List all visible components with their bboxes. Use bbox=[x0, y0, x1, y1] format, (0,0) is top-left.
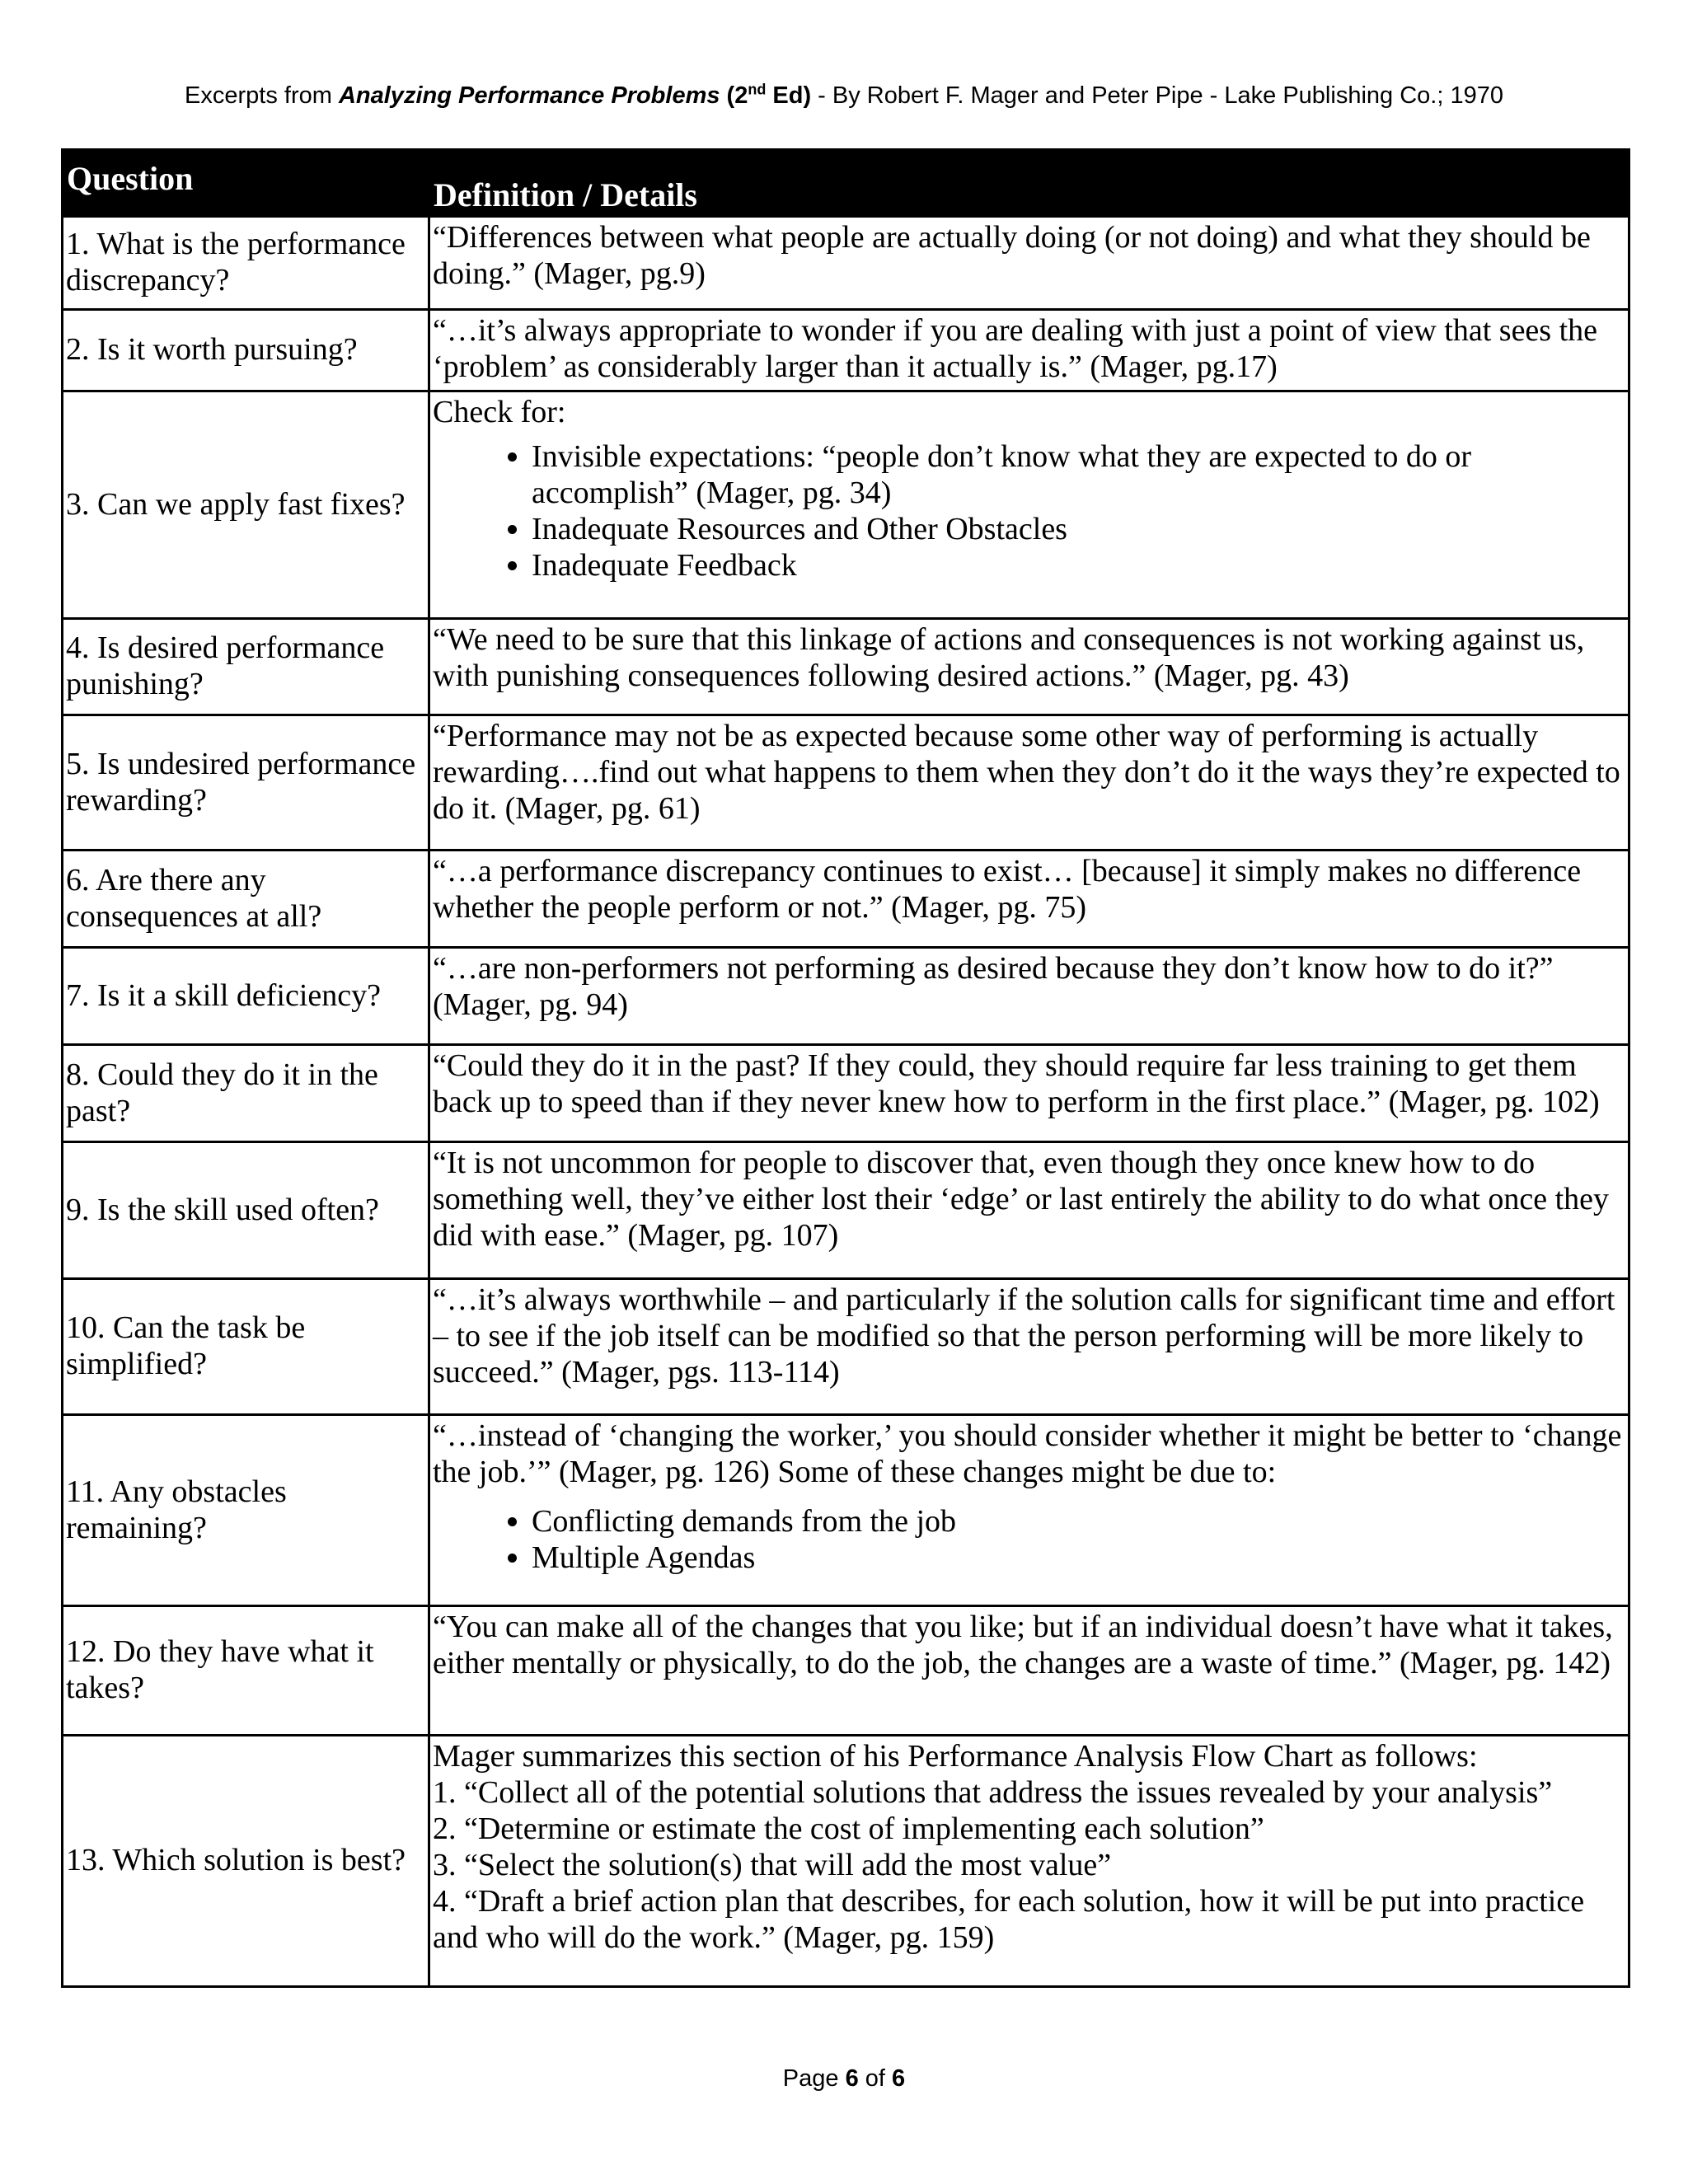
table-row bbox=[63, 1045, 1629, 1142]
current-page-number: 6 bbox=[845, 2065, 859, 2092]
question-cell: 3. Can we apply fast fixes? bbox=[63, 391, 429, 619]
question-cell: 12. Do they have what it takes? bbox=[63, 1606, 429, 1736]
question-cell: 2. Is it worth pursuing? bbox=[63, 310, 429, 391]
bullet-item: • Multiple Agendas bbox=[532, 1540, 1626, 1576]
definition-intro: Check for: bbox=[433, 395, 566, 429]
definition-cell: “You can make all of the changes that you like; but if an individual doesn’t have what it takes, either mentally or physically, to do the job, the changes are a waste of time.” (Mager, pg. 142) bbox=[429, 1606, 1629, 1736]
table-header-row bbox=[63, 150, 1629, 217]
document-header bbox=[0, 79, 1688, 112]
table-row bbox=[63, 217, 1629, 310]
definition-cell: “…a performance discrepancy continues to exist… [because] it simply makes no difference whether the people perform or not.” (Mager, pg. 75) bbox=[429, 851, 1629, 948]
table-row bbox=[63, 1736, 1629, 1987]
definition-intro: Mager summarizes this section of his Performance Analysis Flow Chart as follows: bbox=[433, 1739, 1478, 1774]
bullet-item: • Conflicting demands from the job bbox=[532, 1503, 1626, 1540]
question-cell: 7. Is it a skill deficiency? bbox=[63, 948, 429, 1045]
page-footer bbox=[0, 2062, 1688, 2095]
question-cell: 4. Is desired performance punishing? bbox=[63, 619, 429, 715]
edition-open: (2 bbox=[720, 82, 748, 109]
bullet-item: • Invisible expectations: “people don’t know what they are expected to do or accomplish” (Mager, pg. 34) bbox=[532, 438, 1626, 511]
table-row bbox=[63, 310, 1629, 391]
table-row bbox=[63, 1279, 1629, 1415]
table-row bbox=[63, 851, 1629, 948]
question-cell: 8. Could they do it in the past? bbox=[63, 1045, 429, 1142]
definition-cell: “We need to be sure that this linkage of actions and consequences is not working against us, with punishing consequences following desired actions.” (Mager, pg. 43) bbox=[429, 619, 1629, 715]
question-cell: 13. Which solution is best? bbox=[63, 1736, 429, 1987]
book-title: Analyzing Performance Problems bbox=[338, 82, 720, 109]
question-cell: 11. Any obstacles remaining? bbox=[63, 1415, 429, 1606]
definition-cell bbox=[429, 1415, 1629, 1606]
table-row bbox=[63, 1142, 1629, 1279]
definition-cell: “…it’s always appropriate to wonder if you are dealing with just a point of view that sees the ‘problem’ as considerably larger than it actually is.” (Mager, pg.17) bbox=[429, 310, 1629, 391]
definition-cell: “Could they do it in the past? If they could, they should require far less training to get them back up to speed than if they never knew how to perform in the first place.” (Mager, pg. 102) bbox=[429, 1045, 1629, 1142]
question-cell: 10. Can the task be simplified? bbox=[63, 1279, 429, 1415]
definition-cell: “It is not uncommon for people to discover that, even though they once knew how to do something well, they’ve either lost their ‘edge’ or last entirely the ability to do what once they did with ease.” (Mager, pg. 107) bbox=[429, 1142, 1629, 1279]
definition-cell: “…are non-performers not performing as desired because they don’t know how to do it?” (Mager, pg. 94) bbox=[429, 948, 1629, 1045]
bullet-item: • Inadequate Resources and Other Obstacles bbox=[532, 511, 1626, 547]
edition-superscript: nd bbox=[748, 81, 767, 98]
column-header-definition: Definition / Details bbox=[429, 150, 1629, 217]
definition-cell: “…it’s always worthwhile – and particularly if the solution calls for significant time and effort – to see if the job itself can be modified so that the person performing will be more likely to succeed.” (Mager, pgs. 113-114) bbox=[429, 1279, 1629, 1415]
numbered-step: 1. “Collect all of the potential solutions that address the issues revealed by your analysis” bbox=[433, 1775, 1553, 1810]
definition-cell bbox=[429, 1736, 1629, 1987]
table-row bbox=[63, 715, 1629, 851]
table-row bbox=[63, 948, 1629, 1045]
numbered-step: 2. “Determine or estimate the cost of implementing each solution” bbox=[433, 1811, 1264, 1846]
performance-questions-table bbox=[61, 148, 1630, 1988]
numbered-step: 4. “Draft a brief action plan that describes, for each solution, how it will be put into practice and who will do the work.” (Mager, pg. 159) bbox=[433, 1884, 1585, 1955]
definition-intro: “…instead of ‘changing the worker,’ you should consider whether it might be better to ‘change the job.’” (Mager, pg. 126) Some of these changes might be due to: bbox=[433, 1418, 1622, 1489]
edition-close: Ed) bbox=[766, 82, 812, 109]
definition-cell: “Performance may not be as expected because some other way of performing is actually rewarding….find out what happens to them when they don’t do it the ways they’re expected to do it. (Mager, pg. 61) bbox=[429, 715, 1629, 851]
header-prefix: Excerpts from bbox=[185, 82, 339, 109]
question-cell: 6. Are there any consequences at all? bbox=[63, 851, 429, 948]
total-page-number: 6 bbox=[892, 2065, 906, 2092]
header-suffix: - By Robert F. Mager and Peter Pipe - Lake Publishing Co.; 1970 bbox=[811, 82, 1503, 109]
column-header-question: Question bbox=[63, 150, 429, 217]
page-label: Page bbox=[782, 2065, 846, 2092]
definition-cell: “Differences between what people are actually doing (or not doing) and what they should be doing.” (Mager, pg.9) bbox=[429, 217, 1629, 310]
question-cell: 1. What is the performance discrepancy? bbox=[63, 217, 429, 310]
of-label: of bbox=[858, 2065, 893, 2092]
definition-cell bbox=[429, 391, 1629, 619]
question-cell: 5. Is undesired performance rewarding? bbox=[63, 715, 429, 851]
table-row bbox=[63, 1415, 1629, 1606]
numbered-step: 3. “Select the solution(s) that will add the most value” bbox=[433, 1848, 1112, 1882]
bullet-item: • Inadequate Feedback bbox=[532, 547, 1626, 583]
bullet-list bbox=[433, 438, 1626, 583]
bullet-list bbox=[433, 1503, 1626, 1576]
question-cell: 9. Is the skill used often? bbox=[63, 1142, 429, 1279]
table-row bbox=[63, 391, 1629, 619]
table-row bbox=[63, 1606, 1629, 1736]
table-row bbox=[63, 619, 1629, 715]
